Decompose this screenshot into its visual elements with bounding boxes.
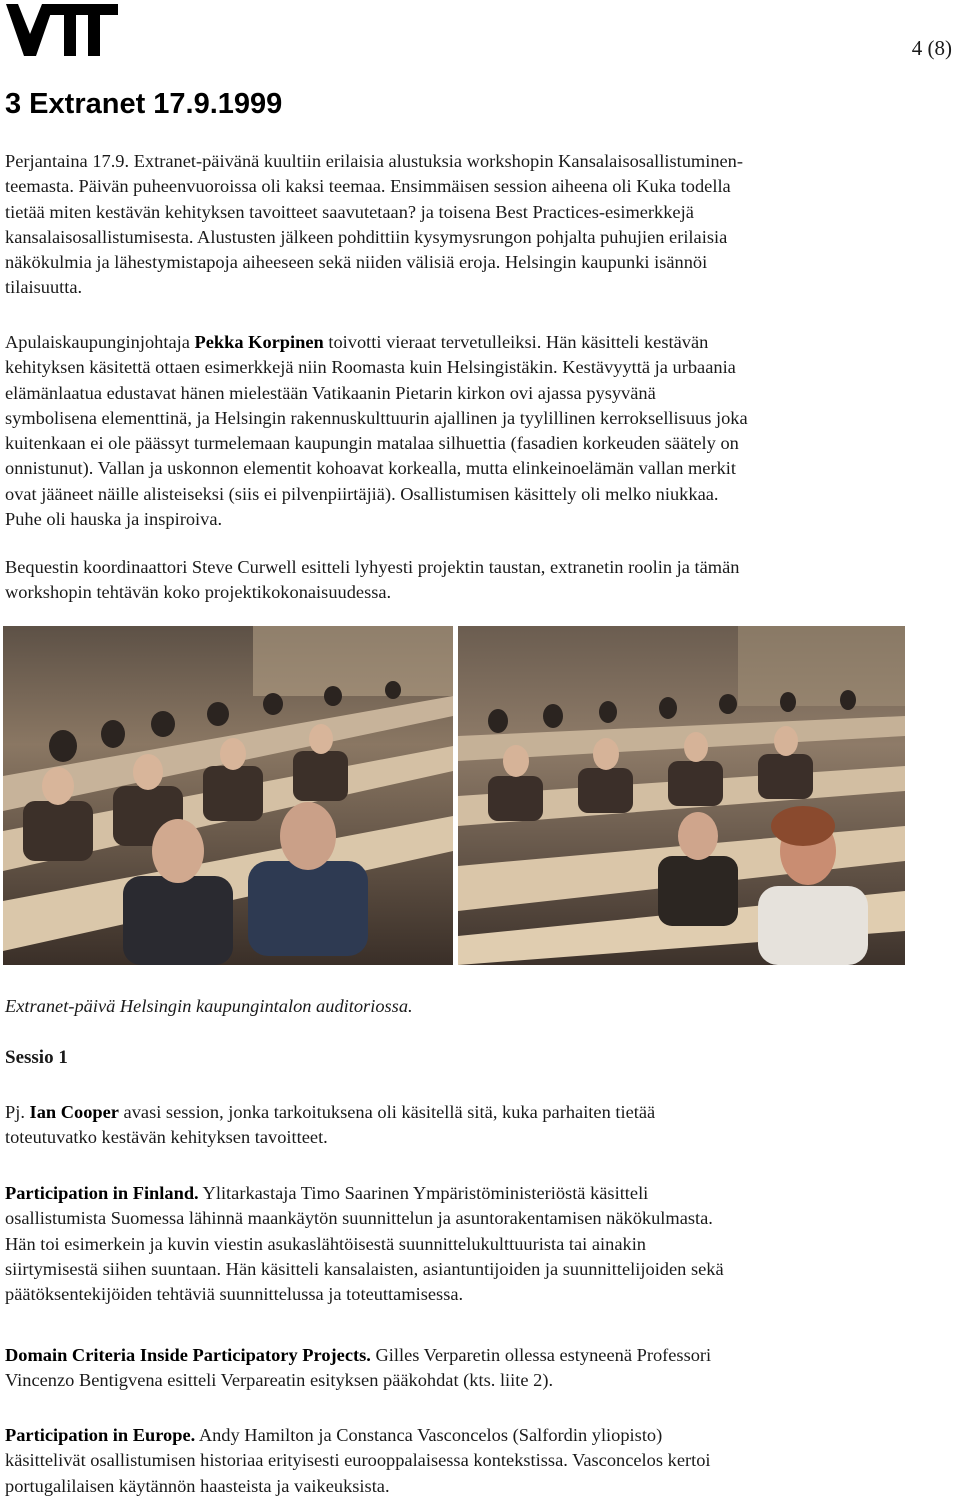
intro-line-4: kansalaisosallistumisesta. Alustusten jälkeen pohdittiin kysymysrungon pohjalta puhujien erilaisia (5, 226, 728, 247)
korpinen-line-8: Puhe oli hauska ja inspiroiva. (5, 509, 223, 530)
vtt-logo (6, 4, 118, 56)
page-number: 4 (8) (911, 36, 952, 60)
korpinen-line-3: elämänlaatua edustavat hänen mielestään Vatikaanin Pietarin kirkon ovi ajassa pysyvänä (5, 382, 656, 403)
auditorium-photo-right (458, 626, 905, 965)
curwell-line-2: workshopin tehtävän koko projektikokonaisuudessa. (5, 582, 392, 603)
intro-line-3: tietää miten kestävän kehityksen tavoitteet saavutetaan? ja toisena Best Practices-esimerkkejä (5, 201, 694, 222)
korpinen-line-4: symbolisena elementtinä, ja Helsingin rakennuskulttuurin ajallinen ja tyylillinen kerroksellisuus joka (5, 407, 748, 428)
europe-line-3: portugalilaisen käytännön haasteista ja vaikeuksista. (5, 1475, 390, 1496)
europe-paragraph (5, 1423, 955, 1499)
korpinen-line-7: ovat jääneet näille alisteiseksi (siis ei pilvenpiirtäjiä). Osallistumisen käsittely oli melko niukkaa. (5, 483, 719, 504)
domain-paragraph (5, 1343, 955, 1394)
domain-line-2: Vincenzo Bentigvena esitteli Verpareatin esityksen pääkohdat (kts. liite 2). (5, 1370, 554, 1391)
intro-line-1: Perjantaina 17.9. Extranet-päivänä kuultiin erilaisia alustuksia workshopin Kansalaisosallistuminen- (5, 151, 744, 171)
cooper-pre: Pj. (5, 1102, 30, 1122)
europe-line-1-rest: Andy Hamilton ja Constanca Vasconcelos (Salfordin yliopisto) (195, 1425, 663, 1445)
korpinen-pre: Apulaiskaupunginjohtaja (5, 332, 195, 352)
cooper-line-2: toteutuvatko kestävän kehityksen tavoitteet. (5, 1127, 328, 1148)
korpinen-line-2: kehityksen käsitettä ottaen esimerkkejä niin Roomasta kuin Helsingistäkin. Kestävyyttä ja urbaania (5, 357, 736, 378)
intro-line-2: teemasta. Päivän puheenvuoroissa oli kaksi teemaa. Ensimmäisen session aiheena oli Kuka todella (5, 176, 731, 197)
cooper-paragraph (5, 1100, 955, 1151)
europe-title: Participation in Europe. (5, 1425, 196, 1445)
korpinen-line-1 (5, 330, 955, 355)
photo-caption: Extranet-päivä Helsingin kaupungintalon auditoriossa. (5, 996, 413, 1016)
domain-title: Domain Criteria Inside Participatory Projects. (5, 1345, 371, 1365)
europe-line-1 (5, 1423, 955, 1448)
cooper-name: Ian Cooper (29, 1102, 119, 1122)
finland-line-3: Hän toi esimerkein ja kuvin viestin asukaslähtöisestä suunnittelukulttuurista tai ainakin (5, 1233, 646, 1254)
finland-line-5: päätöksentekijöiden tehtäviä suunnittelussa ja toteuttamisessa. (5, 1284, 464, 1305)
finland-paragraph (5, 1181, 955, 1307)
korpinen-paragraph (5, 330, 955, 532)
finland-line-4: siirtymisestä siihen suuntaan. Hän käsitteli kansalaisten, asiantuntijoiden ja suunnittelijoiden sekä (5, 1258, 724, 1279)
domain-line-1 (5, 1343, 955, 1368)
page-title: 3 Extranet 17.9.1999 (5, 88, 283, 120)
intro-paragraph (5, 149, 955, 301)
cooper-line-1-rest: avasi session, jonka tarkoituksena oli käsitellä sitä, kuka parhaiten tietää (118, 1102, 656, 1122)
domain-line-1-rest: Gilles Verparetin ollessa estyneenä Professori (370, 1345, 712, 1365)
intro-line-5: näkökulmia ja lähestymistapoja aiheeseen sekä niiden välisiä eroja. Helsingin kaupunki isännöi (5, 252, 708, 273)
korpinen-line-1-rest: toivotti vieraat tervetulleiksi. Hän käsitteli kestävän (323, 332, 709, 352)
korpinen-name: Pekka Korpinen (194, 332, 324, 352)
korpinen-line-6: onnistunut). Vallan ja uskonnon elementit kohoavat korkealla, mutta elinkeinoelämän vallan merkit (5, 458, 737, 479)
finland-line-1-rest: Ylitarkastaja Timo Saarinen Ympäristöministeriöstä käsitteli (198, 1183, 649, 1203)
auditorium-photo-left (3, 626, 453, 965)
korpinen-line-5: kuitenkaan ei ole päässyt turmelemaan kaupungin matalaa silhuettia (fasadien korkeuden säätely on (5, 433, 739, 454)
europe-line-2: käsittelivät osallistumisen historiaa erityisesti eurooppalaisessa kontekstissa. Vasconcelos kertoi (5, 1450, 711, 1471)
finland-line-2: osallistumista Suomessa lähinnä maankäytön suunnittelun ja asuntorakentamisen näkökulmasta. (5, 1208, 713, 1229)
curwell-paragraph (5, 555, 955, 606)
intro-line-6: tilaisuutta. (5, 277, 83, 298)
session-heading: Sessio 1 (5, 1047, 68, 1068)
curwell-line-1: Bequestin koordinaattori Steve Curwell esitteli lyhyesti projektin taustan, extranetin roolin ja tämän (5, 557, 740, 577)
finland-line-1 (5, 1181, 955, 1206)
cooper-line-1 (5, 1100, 955, 1125)
finland-title: Participation in Finland. (5, 1183, 199, 1203)
